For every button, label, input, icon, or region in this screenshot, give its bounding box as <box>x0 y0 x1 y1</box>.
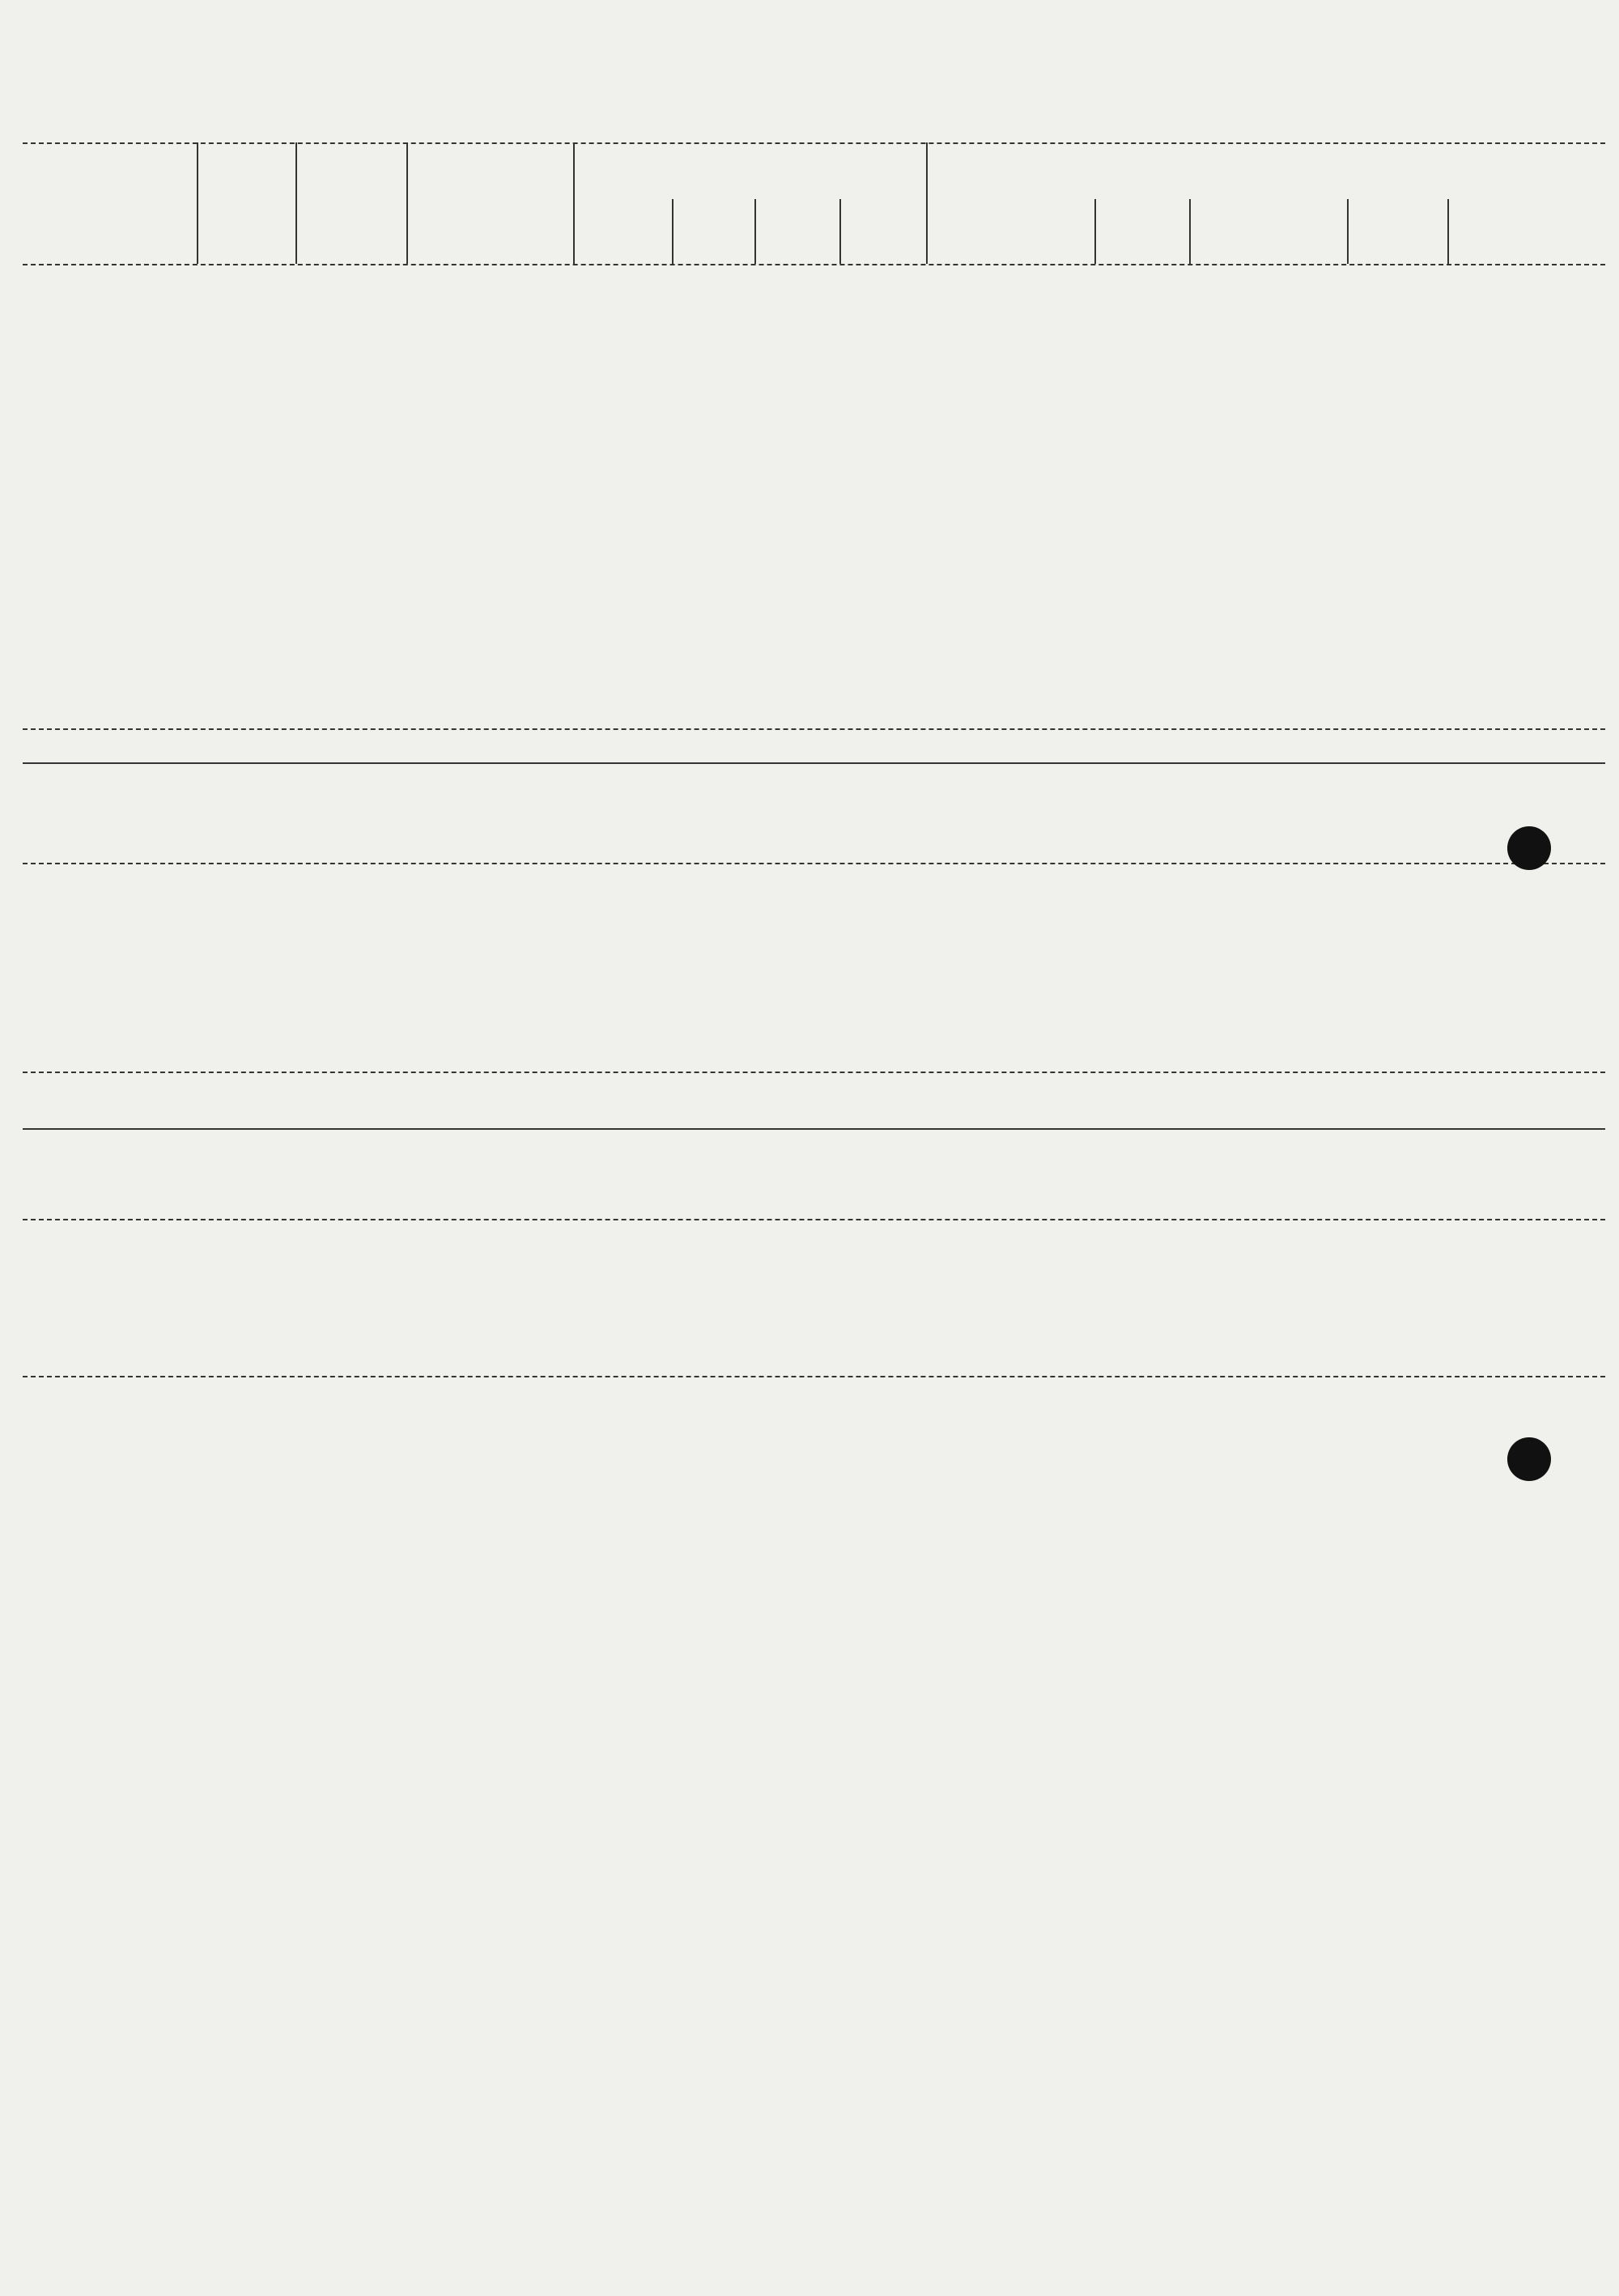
divider <box>23 264 1605 265</box>
divider <box>23 762 1605 764</box>
divider <box>23 1219 1605 1220</box>
divider <box>573 142 575 264</box>
divider <box>1094 199 1096 264</box>
aerological-diagram <box>0 1424 1295 2201</box>
divider <box>1447 199 1449 264</box>
divider <box>1189 199 1191 264</box>
divider <box>23 863 1605 864</box>
divider <box>839 199 841 264</box>
punch-hole <box>1507 1437 1551 1481</box>
divider <box>23 1128 1605 1130</box>
punch-hole <box>1507 826 1551 870</box>
divider <box>926 142 928 264</box>
divider <box>672 199 674 264</box>
divider <box>23 142 1605 144</box>
divider <box>754 199 756 264</box>
divider <box>23 1376 1605 1377</box>
divider <box>295 142 297 264</box>
divider <box>406 142 408 264</box>
divider <box>23 728 1605 730</box>
divider <box>1347 199 1349 264</box>
divider <box>197 142 198 264</box>
divider <box>23 1072 1605 1073</box>
